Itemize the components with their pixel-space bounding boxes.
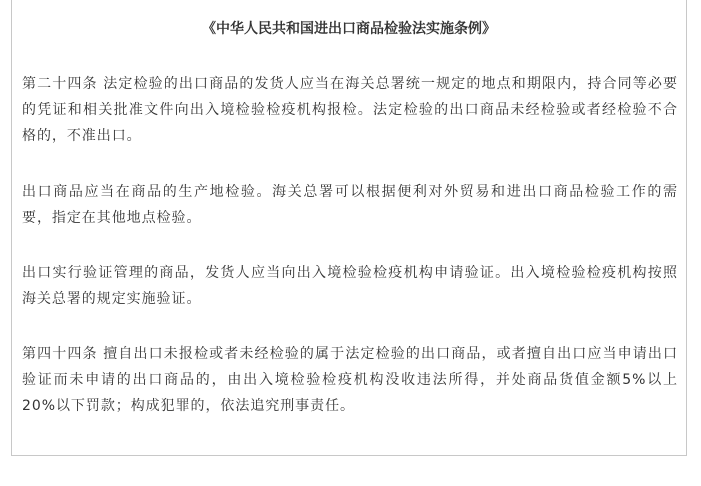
paragraph-article-24: 第二十四条 法定检验的出口商品的发货人应当在海关总署统一规定的地点和期限内，持合同等必要的凭证和相关批准文件向出入境检验检疫机构报检。法定检验的出口商品未经检验或者经检验不合格的，不准出口。	[22, 76, 678, 144]
paragraph-verification: 出口实行验证管理的商品，发货人应当向出入境检验检疫机构申请验证。出入境检验检疫机构按照海关总署的规定实施验证。	[22, 265, 678, 307]
article-title: 《中华人民共和国进出口商品检验法实施条例》	[202, 21, 496, 37]
paragraph-article-44: 第四十四条 擅自出口未报检或者未经检验的属于法定检验的出口商品，或者擅自出口应当申请出口验证而未申请的出口商品的，由出入境检验检疫机构没收违法所得，并处商品货值金额5%以上20%以下罚款；构成犯罪的，依法追究刑事责任。	[22, 346, 678, 414]
paragraph-inspection-location: 出口商品应当在商品的生产地检验。海关总署可以根据便利对外贸易和进出口商品检验工作的需要，指定在其他地点检验。	[22, 184, 678, 226]
article-box	[11, 0, 687, 456]
